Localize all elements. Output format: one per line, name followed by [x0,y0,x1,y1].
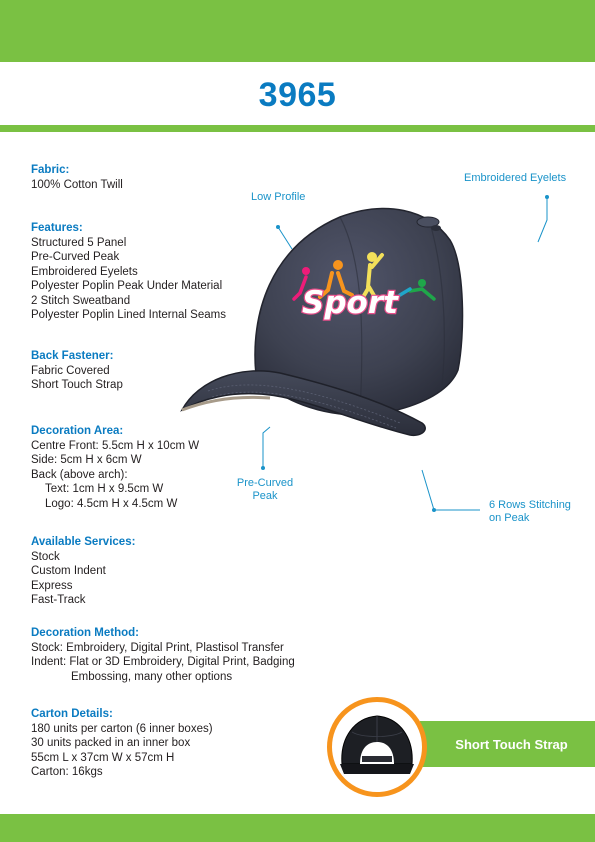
bottom-green-band [0,814,595,842]
spec-line: Stock [31,550,60,563]
spec-heading: Decoration Area: [31,425,124,437]
badge-label: Short Touch Strap [455,736,568,752]
spec-line: Custom Indent [31,565,106,577]
spec-heading: Decoration Method: [31,627,139,639]
callout-rows-stitching [489,499,571,525]
callout-embroidered-eyelets: Embroidered Eyelets [464,172,567,184]
product-code-title: 3965 [258,76,337,114]
spec-heading: Available Services: [31,536,136,548]
spec-line: Fast-Track [31,594,86,606]
spec-line: Text: 1cm H x 9.5cm W [45,483,164,495]
spec-line: Indent: Flat or 3D Embroidery, Digital Print, Badging [31,656,295,668]
spec-heading: Back Fastener: [31,350,114,362]
spec-heading: Carton Details: [31,708,113,720]
cap-back-thumbnail [327,697,427,797]
spec-line: 100% Cotton Twill [31,178,123,191]
spec-line: Stock: Embroidery, Digital Print, Plastisol Transfer [31,641,284,654]
callout-pre-curved-peak [233,477,297,503]
callout-line: Peak [252,490,278,502]
spec-line: Centre Front: 5.5cm H x 10cm W [31,439,200,452]
spec-line: Carton: 16kgs [31,766,103,778]
cap-logo-text: Sport [302,285,398,321]
callout-line: Pre-Curved [236,477,294,489]
spec-line: Back (above arch): [31,468,128,481]
spec-line: Pre-Curved Peak [31,251,120,263]
spec-line: 2 Stitch Sweatband [31,294,131,307]
spec-line: Polyester Poplin Lined Internal Seams [31,309,226,321]
callout-line: on Peak [489,512,530,524]
spec-line: 55cm L x 37cm W x 57cm H [31,751,175,764]
spec-heading: Features: [31,222,83,234]
spec-line: 30 units packed in an inner box [31,737,191,749]
spec-line: Embossing, many other options [71,670,233,683]
spec-line: Side: 5cm H x 6cm W [31,454,142,466]
spec-line: Short Touch Strap [31,379,123,391]
cap-back-image [332,702,422,792]
spec-line: Logo: 4.5cm H x 4.5cm W [45,497,178,510]
spec-line: Polyester Poplin Peak Under Material [31,280,223,292]
spec-line: Express [31,579,73,592]
spec-line: Embroidered Eyelets [31,265,138,278]
spec-line: Fabric Covered [31,364,110,377]
callout-low-profile: Low Profile [251,191,306,203]
short-touch-strap-label [420,721,595,767]
spec-line: Structured 5 Panel [31,236,127,249]
spec-heading: Fabric: [31,164,70,176]
spec-line: 180 units per carton (6 inner boxes) [31,722,213,735]
callout-line: 6 Rows Stitching [489,499,571,511]
